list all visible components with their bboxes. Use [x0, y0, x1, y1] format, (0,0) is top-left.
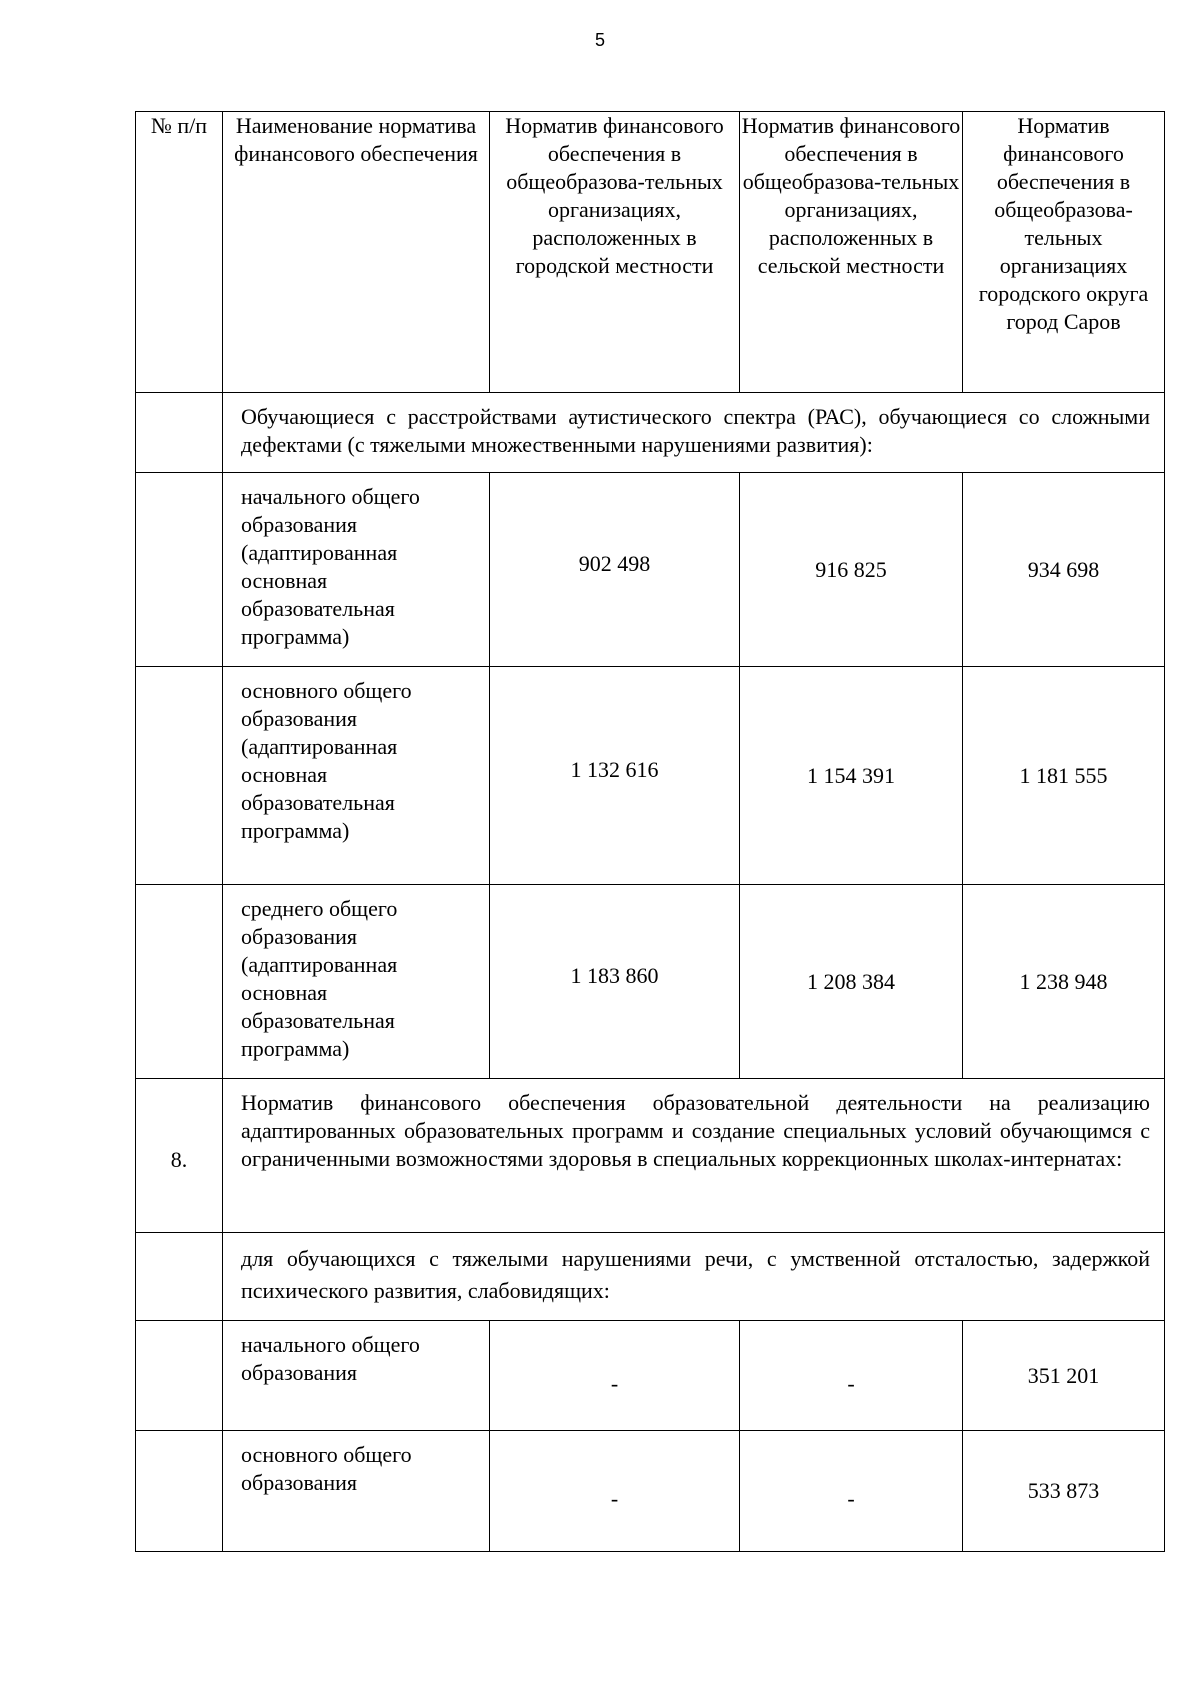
value-rural: 1 154 391: [740, 667, 963, 885]
section-8-subtitle: для обучающихся с тяжелыми нарушениями речи, с умственной отсталостью, задержкой психического развития, слабовидящих:: [223, 1233, 1165, 1321]
empty-index-cell: [136, 1233, 223, 1321]
value-rural: -: [740, 1321, 963, 1431]
empty-index-cell: [136, 1431, 223, 1552]
value-rural: 916 825: [740, 473, 963, 667]
value-urban: 1 132 616: [490, 667, 740, 885]
value-sarov: 1 181 555: [963, 667, 1165, 885]
row-name: начального общего образования (адаптированная основная образовательная программа): [223, 473, 490, 667]
value-sarov: 351 201: [963, 1321, 1165, 1431]
value-rural: 1 208 384: [740, 885, 963, 1079]
empty-index-cell: [136, 667, 223, 885]
empty-index-cell: [136, 473, 223, 667]
value-urban: -: [490, 1321, 740, 1431]
header-sarov: Норматив финансового обеспечения в общеобразова-тельных организациях городского округа город Саров: [963, 112, 1165, 393]
financing-norms-table: [135, 111, 1165, 1552]
section-8-row: [136, 1079, 1165, 1233]
value-urban: 1 183 860: [490, 885, 740, 1079]
value-urban: 902 498: [490, 473, 740, 667]
table-row: [136, 1431, 1165, 1552]
section-ras-title: Обучающиеся с расстройствами аутистического спектра (РАС), обучающиеся со сложными дефектами (с тяжелыми множественными нарушениями развития):: [223, 393, 1165, 473]
section-8-subtitle-row: [136, 1233, 1165, 1321]
value-urban: -: [490, 1431, 740, 1552]
section-8-index: 8.: [136, 1079, 223, 1233]
page-number: 5: [594, 30, 605, 50]
value-sarov: 934 698: [963, 473, 1165, 667]
empty-index-cell: [136, 393, 223, 473]
table-row: [136, 473, 1165, 667]
table-row: [136, 667, 1165, 885]
section-ras-row: [136, 393, 1165, 473]
header-row: [136, 112, 1165, 393]
empty-index-cell: [136, 1321, 223, 1431]
value-sarov: 533 873: [963, 1431, 1165, 1552]
value-sarov: 1 238 948: [963, 885, 1165, 1079]
header-num: № п/п: [136, 112, 223, 393]
header-name: Наименование норматива финансового обеспечения: [223, 112, 490, 393]
header-urban: Норматив финансового обеспечения в общеобразова-тельных организациях, расположенных в городской местности: [490, 112, 740, 393]
row-name: основного общего образования: [223, 1431, 490, 1552]
value-rural: -: [740, 1431, 963, 1552]
table-row: [136, 885, 1165, 1079]
section-8-title: Норматив финансового обеспечения образовательной деятельности на реализацию адаптированных образовательных программ и создание специальных условий обучающимся с ограниченными возможностями здоровья в специальных коррекционных школах-интернатах:: [223, 1079, 1165, 1233]
row-name: начального общего образования: [223, 1321, 490, 1431]
row-name: основного общего образования (адаптированная основная образовательная программа): [223, 667, 490, 885]
empty-index-cell: [136, 885, 223, 1079]
row-name: среднего общего образования (адаптированная основная образовательная программа): [223, 885, 490, 1079]
header-rural: Норматив финансового обеспечения в общеобразова-тельных организациях, расположенных в сельской местности: [740, 112, 963, 393]
table-row: [136, 1321, 1165, 1431]
